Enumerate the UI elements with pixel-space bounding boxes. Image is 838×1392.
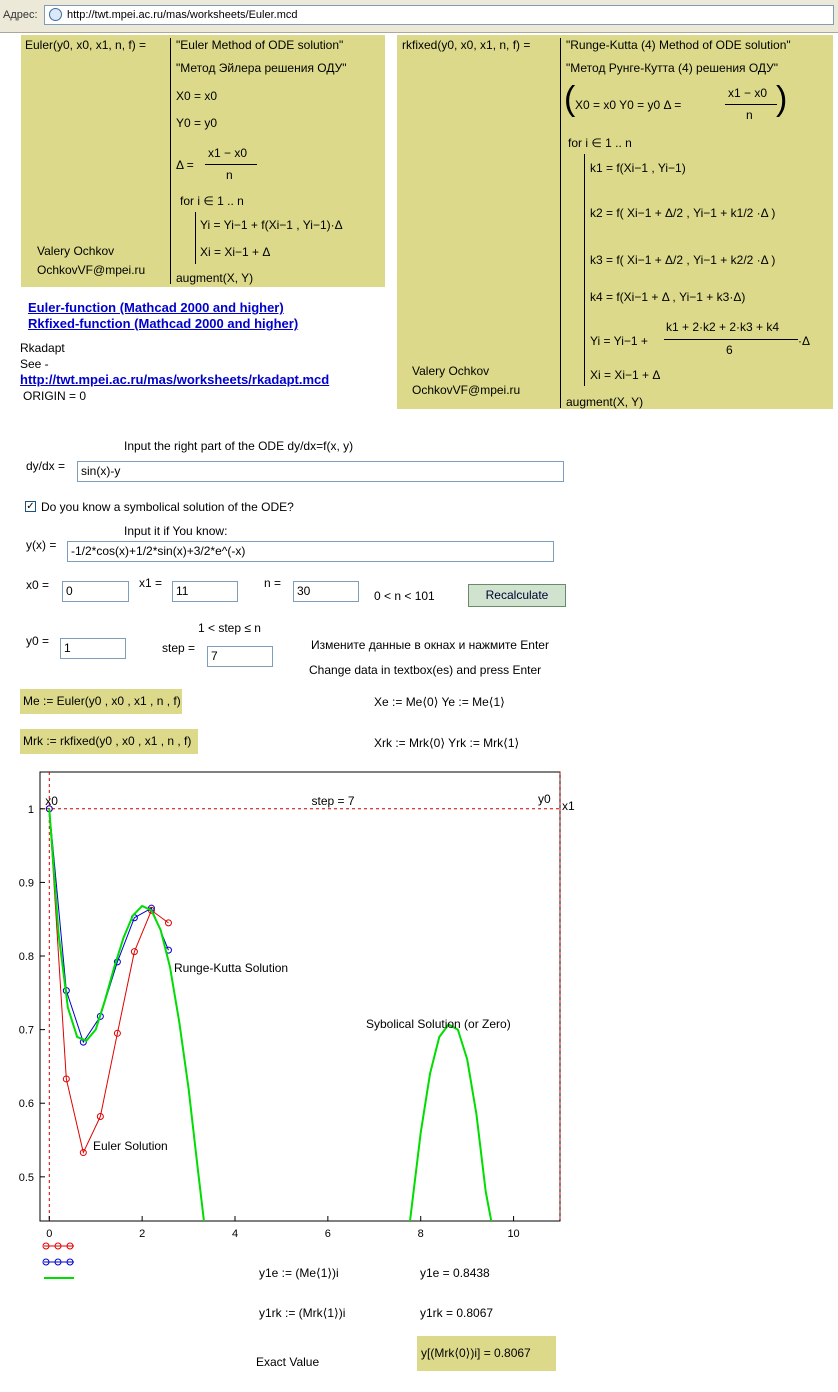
see-label: See - [20, 357, 49, 371]
rk-k4: k4 = f(Xi−1 + Δ , Yi−1 + k3·Δ) [590, 290, 746, 304]
x1-input[interactable]: 11 [172, 581, 238, 602]
euler-email: OchkovVF@mpei.ru [37, 263, 146, 277]
rk-init: X0 = x0 Y0 = y0 Δ = [575, 98, 682, 112]
step-range-text: 1 < step ≤ n [198, 621, 261, 635]
address-bar [0, 0, 838, 33]
x-tick-label: 8 [417, 1228, 424, 1240]
rk-yi-den: 6 [726, 343, 733, 357]
xrk-yrk-definition: Xrk := Mrk⟨0⟩ Yrk := Mrk⟨1⟩ [374, 736, 520, 750]
euler-function-link[interactable]: Euler-function (Mathcad 2000 and higher) [28, 300, 284, 315]
y-tick-label: 0.9 [18, 877, 34, 890]
me-definition: Me := Euler(y0 , x0 , x1 , n , f) [20, 689, 182, 714]
ode-prompt: Input the right part of the ODE dy/dx=f(x, y) [124, 439, 354, 453]
euler-y0-line: Y0 = y0 [176, 116, 218, 130]
ode-input[interactable]: sin(x)-y [77, 461, 564, 482]
symbolic-input[interactable]: -1/2*cos(x)+1/2*sin(x)+3/2*e^(-x) [67, 541, 554, 562]
y-tick-label: 0.8 [18, 951, 34, 964]
y0-label: y0 = [26, 634, 50, 648]
x0-input[interactable]: 0 [62, 581, 129, 602]
y0-input[interactable]: 1 [60, 638, 126, 659]
x-tick-label: 10 [507, 1228, 520, 1240]
symbolic-checkbox-label: Do you know a symbolical solution of the ODE? [41, 500, 294, 514]
x-tick-label: 0 [46, 1228, 53, 1240]
symbolic-label: y(x) = [26, 538, 57, 552]
rk-k1: k1 = f(Xi−1 , Yi−1) [590, 161, 686, 175]
euler-result: augment(X, Y) [176, 271, 254, 285]
euler-loop-bar [195, 212, 196, 264]
y-tick-label: 1 [27, 803, 34, 816]
x-tick-label: 2 [139, 1228, 146, 1240]
rk-email: OchkovVF@mpei.ru [412, 383, 521, 397]
rk-yi-num: k1 + 2·k2 + 2·k3 + k4 [666, 320, 780, 334]
euler-x0-line: X0 = x0 [176, 89, 218, 103]
hint-en: Change data in textbox(es) and press Enter [309, 663, 542, 677]
rk-result: augment(X, Y) [566, 395, 644, 409]
rk-annotation: Runge-Kutta Solution [174, 961, 289, 975]
rk-program-bar [560, 38, 561, 408]
mrk-definition: Mrk := rkfixed(y0 , x0 , x1 , n , f) [20, 729, 198, 754]
euler-yi-line: Yi = Yi−1 + f(Xi−1 , Yi−1)·Δ [200, 218, 343, 232]
y-tick-label: 0.5 [18, 1171, 34, 1184]
n-range-text: 0 < n < 101 [374, 589, 435, 603]
n-input[interactable]: 30 [293, 581, 359, 602]
rk-delta-num: x1 − x0 [728, 86, 768, 100]
address-label: Адрес: [3, 9, 38, 21]
chart-title: step = 7 [311, 794, 355, 808]
x-tick-label: 6 [324, 1228, 331, 1240]
symbolic-prompt: Input it if You know: [124, 524, 228, 538]
rk-loop: for i ∈ 1 .. n [568, 136, 632, 150]
rk-signature: rkfixed(y0, x0, x1, n, f) = [402, 38, 531, 52]
rk-yi-line [664, 339, 798, 340]
rk-title-en: "Runge-Kutta (4) Method of ODE solution" [566, 38, 791, 52]
euler-xi-line: Xi = Xi−1 + Δ [200, 245, 271, 259]
rkfixed-function-region [397, 35, 833, 409]
x-tick-label: 4 [231, 1228, 239, 1240]
address-url: http://twt.mpei.ac.ru/mas/worksheets/Euler.mcd [67, 9, 298, 21]
n-label: n = [264, 576, 282, 590]
rk-close-paren: ) [776, 80, 788, 118]
euler-signature: Euler(y0, x0, x1, n, f) = [25, 38, 147, 52]
euler-author: Valery Ochkov [37, 244, 115, 258]
rk-xi: Xi = Xi−1 + Δ [590, 368, 661, 382]
euler-loop: for i ∈ 1 .. n [180, 194, 244, 208]
rk-k3: k3 = f( Xi−1 + Δ/2 , Yi−1 + k2/2 ·Δ ) [590, 253, 776, 267]
rk-loop-bar [584, 154, 585, 386]
exact-value-label: Exact Value [256, 1355, 320, 1369]
euler-delta-num: x1 − x0 [208, 146, 248, 160]
euler-delta-den: n [226, 168, 233, 182]
rk-delta-den: n [746, 108, 753, 122]
xe-ye-definition: Xe := Me⟨0⟩ Ye := Me⟨1⟩ [374, 695, 505, 709]
step-label: step = [162, 641, 196, 655]
y-tick-label: 0.6 [18, 1098, 34, 1111]
euler-delta-left: Δ = [176, 158, 194, 172]
solution-chart [0, 760, 838, 1290]
rkadapt-link[interactable]: http://twt.mpei.ac.ru/mas/worksheets/rkadapt.mcd [20, 372, 330, 387]
y-tick-label: 0.7 [18, 1024, 34, 1037]
origin-def: ORIGIN = 0 [23, 389, 87, 403]
rk-yi-left: Yi = Yi−1 + [590, 334, 648, 348]
euler-title-ru: "Метод Эйлера решения ОДУ" [176, 61, 347, 75]
y1rk-value: y1rk = 0.8067 [420, 1306, 494, 1320]
rk-k2: k2 = f( Xi−1 + Δ/2 , Yi−1 + k1/2 ·Δ ) [590, 206, 776, 220]
y1rk-definition: y1rk := (Mrk⟨1⟩)i [259, 1306, 346, 1320]
rk-open-paren: ( [564, 80, 576, 118]
symbolic-checkbox[interactable]: ✓ [26, 501, 35, 512]
exact-value: y[(Mrk⟨0⟩)i] = 0.8067 [417, 1336, 556, 1371]
rkadapt-label: Rkadapt [20, 341, 65, 355]
x0-label: x0 = [26, 578, 50, 592]
rk-yi-tail: ·Δ [798, 334, 811, 348]
x1-marker-label: x1 [562, 799, 575, 813]
rk-author: Valery Ochkov [412, 364, 490, 378]
step-input[interactable]: 7 [207, 646, 273, 667]
hint-ru: Измените данные в окнах и нажмите Enter [311, 638, 549, 652]
y1e-definition: y1e := (Me⟨1⟩)i [259, 1266, 339, 1280]
euler-annotation: Euler Solution [93, 1139, 168, 1153]
euler-program-bar [170, 38, 171, 284]
rkfixed-function-link[interactable]: Rkfixed-function (Mathcad 2000 and higher) [28, 316, 299, 331]
euler-delta-line [205, 164, 257, 165]
page-icon [49, 8, 62, 21]
x1-label: x1 = [139, 576, 163, 590]
ode-label: dy/dx = [26, 459, 66, 473]
recalculate-button[interactable]: Recalculate [468, 584, 566, 607]
rk-title-ru: "Метод Рунге-Кутта (4) решения ОДУ" [566, 61, 779, 75]
address-input[interactable] [44, 5, 834, 25]
rk-delta-line [725, 104, 777, 105]
y0-marker-label: y0 [538, 791, 551, 806]
symbolic-annotation: Sybolical Solution (or Zero) [366, 1017, 511, 1031]
y1e-value: y1e = 0.8438 [420, 1266, 490, 1280]
x0-marker-label: x0 [45, 794, 58, 808]
euler-title-en: "Euler Method of ODE solution" [176, 38, 344, 52]
